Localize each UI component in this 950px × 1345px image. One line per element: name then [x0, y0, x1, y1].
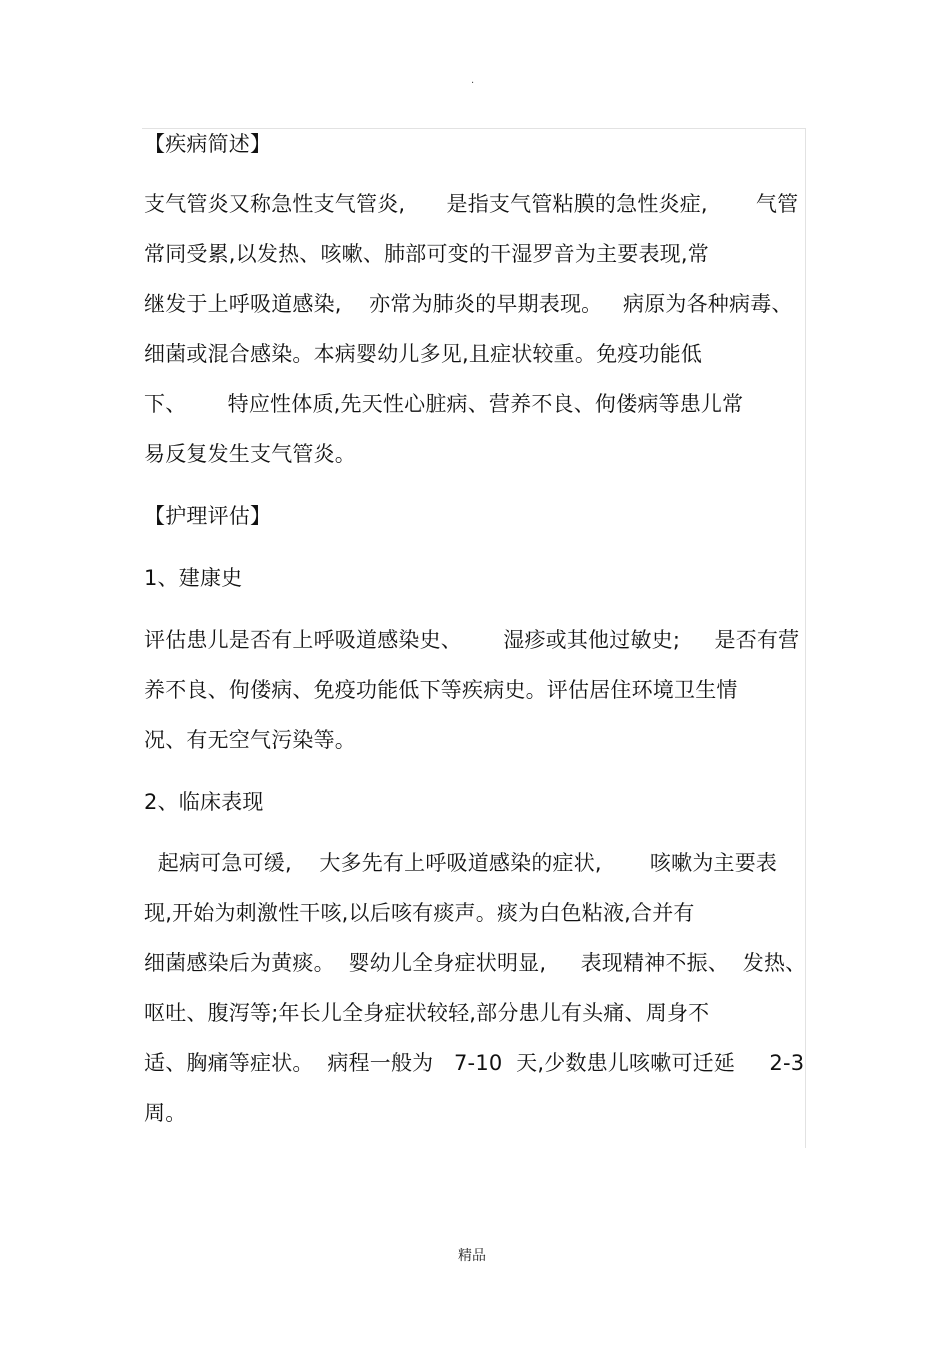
- paragraph-line: 呕吐、腹泻等;年长儿全身症状较轻,部分患儿有头痛、周身不: [144, 1001, 710, 1025]
- paragraph-line: 周。: [144, 1101, 187, 1125]
- paragraph-line: 适、胸痛等症状。 病程一般为 7-10 天,少数患儿咳嗽可迁延 2-3: [144, 1051, 805, 1075]
- section-heading-overview: 【疾病简述】: [144, 132, 272, 156]
- paragraph-line: 况、有无空气污染等。: [144, 728, 356, 752]
- paragraph-line: 继发于上呼吸道感染, 亦常为肺炎的早期表现。 病原为各种病毒、: [144, 292, 793, 316]
- subsection-heading-clinical-manifestations: 2、临床表现: [144, 790, 264, 814]
- header-marker: .: [471, 75, 475, 86]
- paragraph-line: 支气管炎又称急性支气管炎, 是指支气管粘膜的急性炎症, 气管: [144, 192, 799, 216]
- paragraph-line: 现,开始为刺激性干咳,以后咳有痰声。痰为白色粘液,合并有: [144, 901, 695, 925]
- paragraph-line: 易反复发生支气管炎。: [144, 442, 356, 466]
- paragraph-line: 细菌或混合感染。本病婴幼儿多见,且症状较重。免疫功能低: [144, 342, 703, 366]
- paragraph-line: 细菌感染后为黄痰。 婴幼儿全身症状明显, 表现精神不振、 发热、: [144, 951, 807, 975]
- paragraph-line: 下、 特应性体质,先天性心脏病、营养不良、佝偻病等患儿常: [144, 392, 744, 416]
- paragraph-line: 评估患儿是否有上呼吸道感染史、 湿疹或其他过敏史; 是否有营: [144, 628, 800, 652]
- paragraph-line: 常同受累,以发热、咳嗽、肺部可变的干湿罗音为主要表现,常: [144, 242, 709, 266]
- section-heading-nursing-assessment: 【护理评估】: [144, 504, 272, 528]
- paragraph-line: 养不良、佝偻病、免疫功能低下等疾病史。评估居住环境卫生情: [144, 678, 738, 702]
- footer-label: 精品: [458, 1248, 486, 1264]
- paragraph-line: 起病可急可缓, 大多先有上呼吸道感染的症状, 咳嗽为主要表: [144, 851, 778, 875]
- subsection-heading-health-history: 1、建康史: [144, 566, 243, 590]
